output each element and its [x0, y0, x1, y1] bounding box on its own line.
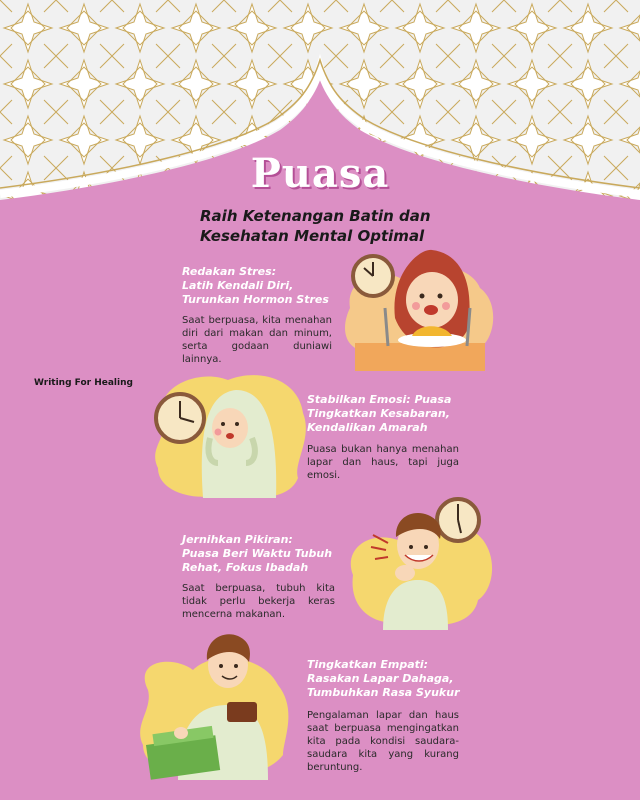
page-subtitle [200, 206, 460, 246]
section-2-body: Puasa bukan hanya menahan lapar dan haus, tapi juga emosi. [307, 444, 459, 481]
watermark-text: Writing For Healing [34, 378, 133, 388]
subtitle-line: Raih Ketenangan Batin dan [200, 207, 431, 225]
heading-line: Turunkan Hormon Stres [182, 293, 329, 306]
section-3-heading [182, 533, 332, 575]
heading-line: Tumbuhkan Rasa Syukur [307, 686, 460, 699]
section-1-body: Saat berpuasa, kita menahan diri dari makan dan minum, serta godaan duniawi lainnya. [182, 315, 332, 365]
heading-line: Latih Kendali Diri, [182, 279, 294, 292]
clock-icon [437, 499, 479, 541]
man-giving-charity-illustration [133, 630, 298, 780]
heading-line: Tingkatkan Kesabaran, [307, 407, 450, 420]
clock-icon [353, 256, 393, 296]
man-thinking-illustration [343, 495, 498, 630]
heading-line: Stabilkan Emosi: Puasa [307, 393, 452, 406]
heading-line: Tingkatkan Empati: [307, 658, 429, 671]
heading-line: Jernihkan Pikiran: [182, 533, 293, 546]
heading-line: Rehat, Fokus Ibadah [182, 561, 309, 574]
heading-line: Puasa Beri Waktu Tubuh [182, 547, 333, 560]
woman-eating-illustration [340, 248, 500, 373]
clock-icon [156, 394, 204, 442]
section-2-heading [307, 393, 451, 435]
veiled-woman-illustration [148, 368, 308, 503]
heading-line: Rasakan Lapar Dahaga, [307, 672, 454, 685]
heading-line: Kendalikan Amarah [307, 421, 428, 434]
page-title: Puasa [250, 150, 390, 197]
section-4-heading [307, 658, 460, 700]
section-1-heading [182, 265, 329, 307]
subtitle-line: Kesehatan Mental Optimal [200, 227, 425, 245]
section-4-body: Pengalaman lapar dan haus saat berpuasa mengingatkan kita pada kondisi saudara-saudara kita yang kurang beruntung. [307, 710, 459, 773]
section-3-body: Saat berpuasa, tubuh kita tidak perlu bekerja keras mencerna makanan. [182, 583, 335, 620]
heading-line: Redakan Stres: [182, 265, 277, 278]
